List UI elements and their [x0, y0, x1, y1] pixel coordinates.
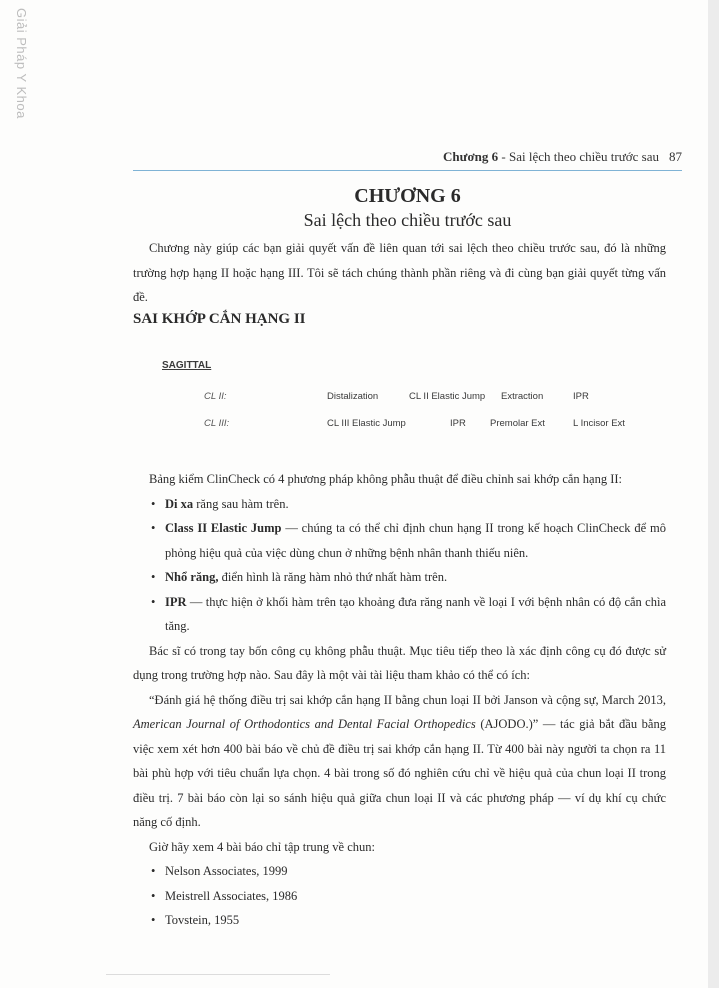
chapter-label: CHƯƠNG 6 — [354, 185, 461, 207]
method-term: Class II Elastic Jump — [165, 521, 282, 535]
checklist-block — [133, 467, 666, 933]
checklist-intro: Bảng kiểm ClinCheck có 4 phương pháp không phẫu thuật để điều chỉnh sai khớp cắn hạng II: — [149, 472, 623, 486]
running-head-chapter: Chương 6 — [443, 149, 499, 164]
list-item: • Tovstein, 1955 — [133, 908, 666, 933]
list-item — [133, 565, 666, 590]
running-head — [133, 149, 682, 165]
table-cell: IPR — [450, 418, 466, 429]
methods-list — [133, 492, 666, 639]
reference-after: (AJODO.)” — tác giả bắt đầu bằng việc xem xét hơn 400 bài báo về chủ đề điều trị sai khớp cắn hạng II. Từ 400 bài này người ta chọn ra 11 bài phù hợp với tiêu chuẩn lựa chọn. 4 bài trong số đó nghiên cứu chỉ về hiệu quả của chun loại II trong điều trị. 7 bài báo còn lại so sánh hiệu quả giữa chun loại II và các phương pháp — ví dụ khí cụ chức năng cố định. — [133, 717, 666, 829]
footer-rule — [106, 974, 330, 975]
method-text: răng sau hàm trên. — [193, 496, 289, 511]
table-cell: CL III Elastic Jump — [327, 418, 406, 429]
row-label: CL II: — [204, 391, 227, 402]
intro-paragraph: Chương này giúp các bạn giải quyết vấn đề liên quan tới sai lệch theo chiều trước sau, đó là những trường hợp hạng II hoặc hạng III. Tôi sẽ tách chúng thành phần riêng và đi cùng bạn giải quyết từng vấn đề. — [133, 241, 666, 304]
running-head-separator: - — [498, 149, 509, 164]
journal-title: American Journal of Orthodontics and Dental Facial Orthopedics — [133, 717, 476, 731]
table-cell: Extraction — [501, 391, 544, 402]
method-text: điển hình là răng hàm nhỏ thứ nhất hàm trên. — [218, 570, 448, 584]
table-cell: CL II Elastic Jump — [409, 391, 486, 402]
table-cell: Distalization — [327, 391, 379, 402]
table-title: SAGITTAL — [162, 360, 212, 371]
list-item — [133, 516, 666, 565]
chapter-subtitle: Sai lệch theo chiều trước sau — [303, 210, 512, 230]
table-cell: IPR — [573, 391, 589, 402]
table-row-cl2 — [162, 391, 632, 405]
list-item — [133, 590, 666, 639]
section-title: SAI KHỚP CẮN HẠNG II — [133, 311, 306, 327]
row-label: CL III: — [204, 418, 230, 429]
running-head-title: Sai lệch theo chiều trước sau — [508, 149, 659, 164]
method-term: Di xa — [165, 496, 194, 511]
page-number: 87 — [669, 149, 682, 164]
reference-before: “Đánh giá hệ thống điều trị sai khớp cắn hạng II bằng chun loại II bởi Janson và cộng sự, March 2013, — [149, 692, 666, 707]
method-term: Nhổ răng, — [165, 570, 219, 584]
reference-paragraph — [133, 688, 666, 835]
sagittal-table — [162, 360, 632, 429]
method-term: IPR — [165, 594, 187, 609]
watermark: Giải Pháp Y Khoa — [14, 8, 29, 119]
list-item: • Nelson Associates, 1999 — [133, 859, 666, 884]
elastics-paragraph: Giờ hãy xem 4 bài báo chỉ tập trung về chun: — [149, 839, 375, 854]
method-text: — thực hiện ở khối hàm trên tạo khoảng đưa răng nanh về loại I với bệnh nhân có độ cắn chìa tăng. — [165, 594, 666, 633]
articles-list — [133, 859, 666, 933]
header-rule — [133, 170, 682, 171]
page-gutter — [708, 0, 719, 988]
method-text: — chúng ta có thể chỉ định chun hạng II trong kế hoạch ClinCheck để mô phỏng hiệu quả của việc dùng chun ở những bệnh nhân thanh thiếu niên. — [165, 521, 667, 560]
table-cell: L Incisor Ext — [573, 418, 625, 429]
table-cell: Premolar Ext — [490, 418, 545, 429]
table-row-cl3 — [162, 418, 632, 432]
list-item — [133, 492, 666, 517]
list-item: • Meistrell Associates, 1986 — [133, 884, 666, 909]
tools-paragraph: Bác sĩ có trong tay bốn công cụ không phẫu thuật. Mục tiêu tiếp theo là xác định công cụ đó được sử dụng trong trường hợp nào. Sau đây là một vài tài liệu tham khảo có thể có ích: — [133, 643, 666, 682]
